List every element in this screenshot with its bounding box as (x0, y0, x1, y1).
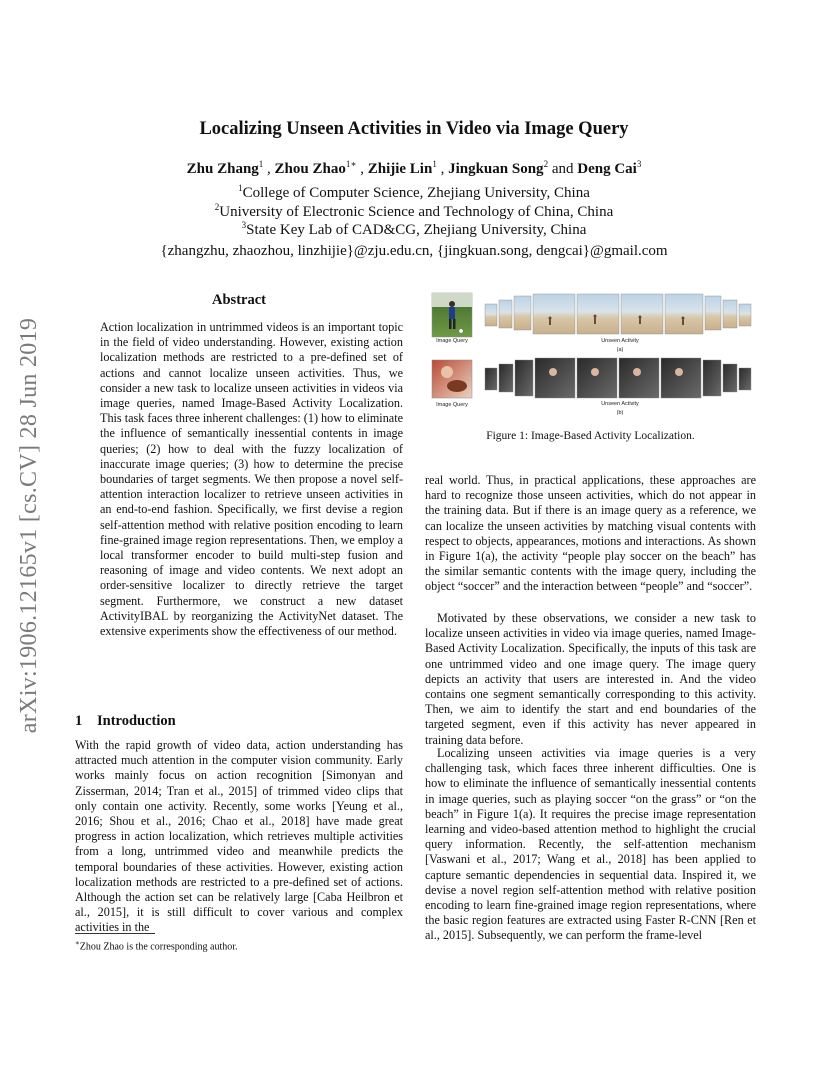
affiliation-text: College of Computer Science, Zhejiang University, China (242, 185, 590, 201)
sublabel-b: (b) (616, 410, 624, 416)
author-separator: , (356, 161, 368, 177)
footnote-rule (75, 933, 155, 934)
unseen-activity-strip-b (485, 358, 751, 398)
affiliation-text: University of Electronic Science and Technology of China, China (219, 204, 614, 220)
author-name: Deng Cai (577, 161, 637, 177)
author-emails: {zhangzhu, zhaozhou, linzhijie}@zju.edu.cn, {jingkuan.song, dengcai}@gmail.com (160, 243, 668, 259)
footnote (75, 939, 238, 952)
author-sup: 2 (543, 159, 549, 169)
affiliation-1 (0, 183, 828, 202)
author-name: Zhou Zhao (274, 161, 346, 177)
author-separator: , (263, 161, 275, 177)
label-unseen-activity-b: Unseen Activity (601, 401, 639, 407)
label-image-query-a: Image Query (436, 338, 468, 344)
section-title: Introduction (97, 713, 176, 729)
sublabel-a: (a) (616, 347, 624, 353)
label-unseen-activity-a: Unseen Activity (601, 338, 639, 344)
right-paragraph-1: real world. Thus, in practical applications, these approaches are hard to recognize those unseen activities, which do not appear in the training data. But if there is an image query as a reference, we can localize the unseen activities by matching visual contents with respect to objects, appearances, motions and interactions. As shown in Figure 1(a), the activity “people play soccer on the beach” has the similar semantic contents with the image query, including the object “soccer” and the interaction between “people” and “soccer”. (425, 473, 756, 594)
intro-heading (75, 713, 176, 730)
affiliation-sup: 3 (241, 220, 247, 230)
affiliation-sup: 1 (238, 183, 243, 193)
author-sup: 3 (636, 159, 642, 169)
author-line (0, 159, 828, 178)
paper-title: Localizing Unseen Activities in Video via Image Query (199, 119, 629, 139)
abstract-body: Action localization in untrimmed videos is an important topic in the field of video understanding. However, existing action localization methods are restricted to a pre-defined set of actions and cannot localize unseen activities. Thus, we consider a new task to localize unseen activities in videos via image queries, named Image-Based Activity Localization. This task faces three inherent challenges: (1) how to eliminate the influence of semantically inessential contents in image queries; (2) how to deal with the fuzzy localization of inaccurate image queries; (3) how to determine the precise boundaries of target segments. We then propose a novel self-attention interaction localizer to retrieve unseen activities in an end-to-end fashion. Specifically, we first devise a region self-attention method with relative position encoding to learn fine-grained image region representations. Then, we employ a local transformer encoder to build multi-step fusion and reasoning of image and video contents. We next adopt an order-sensitive localizer to directly retrieve the target segment. Furthermore, we construct a new dataset ActivityIBAL by reorganizing the ActivityNet dataset. The extensive experiments show the effectiveness of our method. (100, 320, 403, 639)
footnote-text: Zhou Zhao is the corresponding author. (79, 941, 238, 953)
affiliation-text: State Key Lab of CAD&CG, Zhejiang University, China (246, 222, 587, 238)
author-name: Jingkuan Song (448, 161, 544, 177)
unseen-activity-strip-a (485, 294, 751, 334)
right-paragraph-3: Localizing unseen activities via image queries is a very challenging task, which faces three inherent difficulties. One is how to eliminate the influence of semantically inessential contents in image queries, such as playing soccer “on the grass” or “on the beach” in Figure 1(a). It requires the precise image representation learning and video-based attention method to highlight the crucial query information. Recently, the self-attention mechanism [Vaswani et al., 2017; Wang et al., 2018] has been applied to capture semantic dependencies in sequential data. Inspired it, we devise a novel region self-attention method with relative position encoding to learn fine-grained image region representations, where the basic region features are extracted using Faster R-CNN [Ren et al., 2015]. Subsequently, we can perform the frame-level (425, 746, 756, 943)
author-separator: , (436, 161, 449, 177)
abstract-heading: Abstract (212, 292, 266, 308)
author-sup: 1 (258, 159, 264, 169)
figure-1 (425, 288, 756, 420)
author-and: and (548, 161, 578, 177)
author-sup: 1 (432, 159, 437, 169)
affiliation-3 (0, 220, 828, 239)
author-sup: 1∗ (345, 159, 357, 169)
author-name: Zhijie Lin (367, 161, 433, 177)
intro-paragraph: With the rapid growth of video data, action understanding has attracted much attention in the computer vision community. Early works mainly focus on action recognition [Simonyan and Zisserman, 2014; Tran et al., 2015] of trimmed video clips that only contain one activity. Recently, some works [Yeung et al., 2016; Shou et al., 2016; Chao et al., 2018] have made great progress in action localization, which retrieves multiple activities from a long, untrimmed video and meanwhile predicts the temporal boundaries of these activities. However, existing action localization methods are restricted to a pre-defined set of actions. Although the action set can be relatively large [Caba Heilbron et al., 2015], it is still difficult to cover various and complex activities in the (75, 738, 403, 935)
author-name: Zhu Zhang (186, 161, 259, 177)
arxiv-stamp-text: arXiv:1906.12165v1 [cs.CV] 28 Jun 2019 (16, 317, 43, 733)
label-image-query-b: Image Query (436, 402, 468, 408)
arxiv-side-stamp (8, 290, 52, 760)
footnote-mark: ∗ (75, 939, 80, 947)
query-image-guitar (432, 360, 472, 398)
figure-1-caption: Figure 1: Image-Based Activity Localization. (486, 430, 695, 442)
affiliation-sup: 2 (214, 202, 220, 212)
query-image-soccer (432, 293, 472, 337)
affiliation-2 (0, 202, 828, 221)
section-number: 1 (75, 713, 83, 729)
right-paragraph-2: Motivated by these observations, we consider a new task to localize unseen activities in video via image queries, named Image-Based Activity Localization. Specifically, the inputs of this task are one untrimmed video and one image query. The image query depicts an activity that users are interested in. And the video contains one segment semantically corresponding to this activity. Then, we aim to identify the start and end boundaries of the targeted segment, even if this activity has never appeared in training data before. (425, 611, 756, 747)
